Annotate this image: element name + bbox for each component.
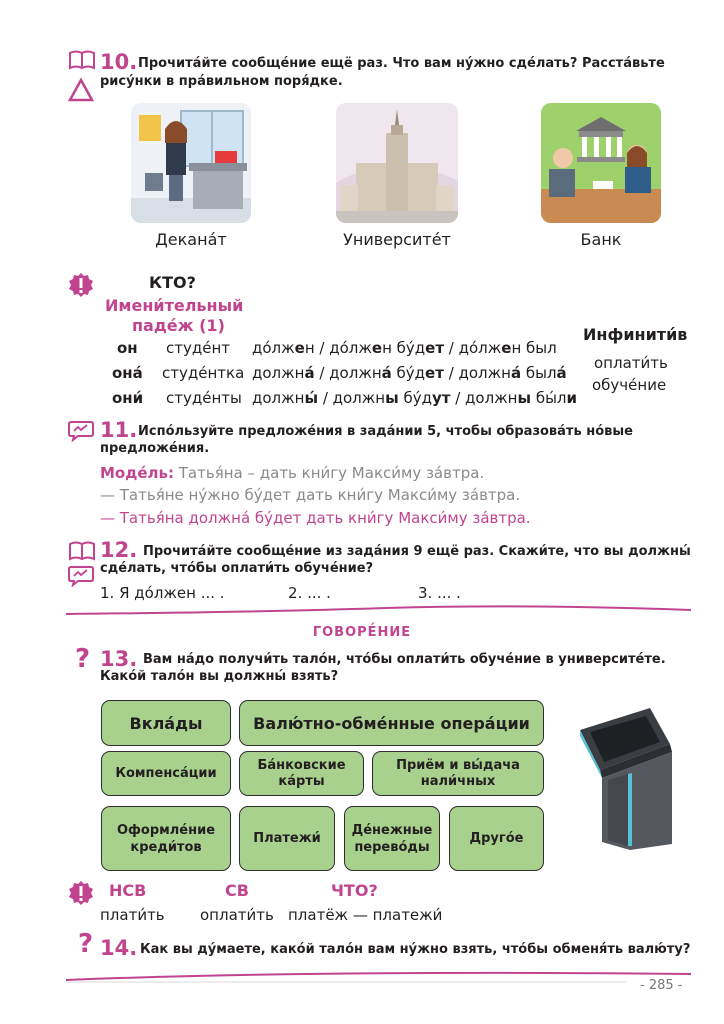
university-caption: Университе́т [343,230,451,249]
nsv-heading: НСВ [109,881,147,900]
word-oplatit: оплати́ть [200,906,274,924]
book-icon [68,541,96,561]
task10-text-line1: Прочита́йте сообще́ние ещё раз. Что вам ну́жно сде́лать? Расста́вьте [138,56,665,71]
infinitive-title: Инфинити́в [583,325,688,344]
task12-text-line2: сде́лать, что́бы оплати́ть обуче́ние? [100,561,374,576]
credits-button[interactable] [101,806,231,871]
task11-text-line2: предложе́ния. [100,441,210,456]
pronoun: они́ [112,389,144,407]
task14-number: 14. [100,936,138,960]
other-button[interactable]: Друго́е [449,806,544,871]
task11-number: 11. [100,418,138,442]
footer-divider [66,966,691,988]
forms: должны́ / должны бу́дут / должны бы́ли [252,389,578,407]
task10-text-line2: рису́нки в пра́вильном поря́дке. [100,74,343,89]
compensation-button[interactable]: Компенса́ции [101,751,231,796]
section-title: ГОВОРЕ́НИЕ [312,625,412,640]
transfers-button[interactable] [344,806,440,871]
model-text: Татья́на – дать кни́гу Макси́му за́втра. [174,464,485,482]
noun: студе́нты [166,389,242,407]
task12-answer3: 3. ... . [418,584,461,602]
speech-bubble-icon [68,420,94,442]
bank-caption: Банк [580,230,622,249]
bank-cards-button[interactable] [239,751,364,796]
word-platit: плати́ть [100,906,165,924]
task12-number: 12. [100,538,138,562]
book-icon [68,50,96,70]
forms: должна́ / должна́ бу́дет / должна́ была́ [252,364,567,382]
task11-model [100,464,484,482]
transfers-line1: Де́нежные [351,822,433,838]
task11-line3: — Татья́на должна́ бу́дет дать кни́гу Макси́му за́втра. [100,509,531,527]
question-icon: ? [75,644,91,674]
noun: студе́нт [166,339,231,357]
model-label: Моде́ль: [100,464,174,482]
deanery-caption: Декана́т [155,230,227,249]
bank-cards-line1: Ба́нковские [257,757,346,773]
task11-text-line1: Испо́льзуйте предложе́ния в зада́нии 5, чтобы образова́ть но́вые [138,424,633,439]
noun: студе́нтка [162,364,245,382]
infinitive-line2: обуче́ние [592,376,667,394]
transfers-line2: перево́ды [354,839,430,855]
page-number: - 285 - [640,978,683,993]
task11-line2: — Татья́не ну́жно бу́дет дать кни́гу Макси́му за́втра. [100,486,521,504]
question-icon: ? [78,929,94,959]
triangle-icon [68,78,94,102]
forms: до́лжен / до́лжен бу́дет / до́лжен был [252,339,557,357]
payments-button[interactable]: Платежи́ [239,806,335,871]
bank-image [541,103,661,223]
task10-number: 10. [100,50,138,74]
kto-heading: КТО? [149,273,196,292]
section-divider [66,602,691,618]
task12-text-line1: Прочита́йте сообще́ние из зада́ния 9 ещё раз. Скажи́те, что вы должны́ [143,544,691,559]
task14-text: Как вы ду́маете, како́й тало́н вам ну́жно взять, что́бы обменя́ть валю́ту? [140,942,691,957]
case-line1: Имени́тельный [105,296,244,315]
credits-line2: креди́тов [130,839,202,855]
sv-heading: СВ [225,881,249,900]
task12-answer1: 1. Я до́лжен ... . [100,584,225,602]
deanery-image [131,103,251,223]
deposits-button[interactable]: Вкла́ды [101,700,231,746]
cash-button[interactable] [372,751,544,796]
credits-line1: Оформле́ние [116,822,216,838]
word-platezh: платёж — платежи́ [288,906,443,924]
chto-heading: ЧТО? [331,881,378,900]
case-line2: паде́ж (1) [132,316,225,335]
task12-answer2: 2. ... . [288,584,331,602]
cash-line1: Приём и вы́дача [396,757,520,773]
university-image [336,103,458,223]
queue-terminal-image [572,704,682,850]
cash-line2: нали́чных [420,773,496,789]
pronoun: он [117,339,138,357]
task13-text-line1: Вам на́до получи́ть тало́н, что́бы оплати́ть обуче́ние в университе́те. [143,652,666,667]
bank-cards-line2: ка́рты [278,773,325,789]
task13-number: 13. [100,647,138,671]
currency-exchange-button[interactable]: Валю́тно-обме́нные опера́ции [239,700,544,746]
exclamation-icon [68,272,94,298]
infinitive-line1: оплати́ть [594,354,668,372]
speech-bubble-icon [68,565,94,587]
task13-text-line2: Како́й тало́н вы должны́ взять? [100,669,339,684]
exclamation-icon [68,880,94,906]
pronoun: она́ [112,364,143,382]
